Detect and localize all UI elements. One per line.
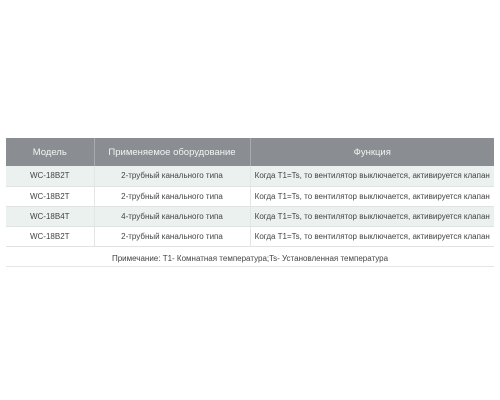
header-function: Функция bbox=[250, 138, 494, 166]
cell-function: Когда T1=Ts, то вентилятор выключается, активируется клапан bbox=[250, 226, 494, 246]
spec-table bbox=[6, 138, 494, 247]
header-row bbox=[6, 138, 494, 166]
spec-table-container bbox=[6, 138, 494, 247]
cell-model: WC-18B2T bbox=[6, 226, 94, 246]
table-body bbox=[6, 166, 494, 246]
cell-equipment: 4-трубный канального типа bbox=[94, 206, 250, 226]
table-row bbox=[6, 166, 494, 186]
cell-function: Когда T1=Ts, то вентилятор выключается, активируется клапан bbox=[250, 166, 494, 186]
note-divider bbox=[6, 266, 494, 267]
table-row bbox=[6, 186, 494, 206]
header-model: Модель bbox=[6, 138, 94, 166]
table-row bbox=[6, 206, 494, 226]
table-note: Примечание: T1- Комнатная температура;Ts- Установленная температура bbox=[111, 254, 389, 263]
cell-equipment: 2-трубный канального типа bbox=[94, 166, 250, 186]
cell-equipment: 2-трубный канального типа bbox=[94, 226, 250, 246]
table-header bbox=[6, 138, 494, 166]
cell-model: WC-18B2T bbox=[6, 166, 94, 186]
table-row bbox=[6, 226, 494, 246]
cell-model: WC-18B4T bbox=[6, 206, 94, 226]
cell-equipment: 2-трубный канального типа bbox=[94, 186, 250, 206]
cell-function: Когда T1=Ts, то вентилятор выключается, активируется клапан bbox=[250, 186, 494, 206]
header-equipment: Применяемое оборудование bbox=[94, 138, 250, 166]
cell-model: WC-18B2T bbox=[6, 186, 94, 206]
cell-function: Когда T1=Ts, то вентилятор выключается, активируется клапан bbox=[250, 206, 494, 226]
